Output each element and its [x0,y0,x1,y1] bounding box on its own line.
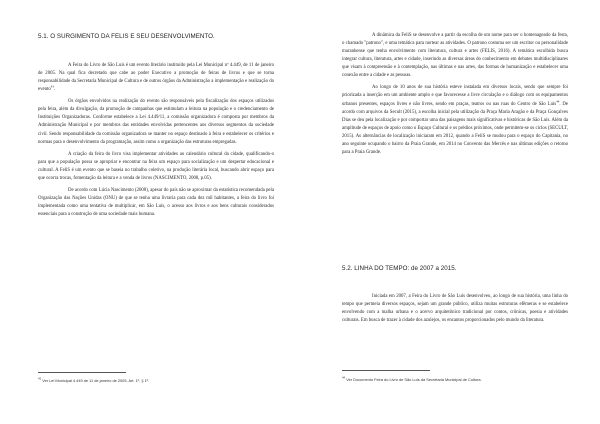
footnote [38,378,149,383]
footnote-text: Ver Lei Municipal 4.449 de 11 de janeiro de 2005, Art. 1º, § 1º. [42,378,150,383]
paragraph: Ao longo de 10 anos de sua história esteve instalada em diversos locais, sendo que sempre foi priorizada a inserção em um ambiente amplo e que favorecesse a livre circulação e o diálogo com os equipamentos urbanos presentes, espaços livres e não livres, sendo em praças, teatros ou nas ruas do Centro de São Luís$^{44}$. De acordo com arquivos da Secult (2015), a escolha inicial pela utilização da Praça Maria Aragão e da Praça Gonçalves Dias se deu pela localização e por comportar uma das paisagens mais significativas e históricas de São Luís. Além da amplitude de espaços de apoio como o Espaço Cultural e os prédios próximos, onde permitem-se os ciclos (SECULT, 2015). As alternâncias de localização iniciaram em 2012, quando a FeliS se mudou para o espaço do Capitania, no ano seguinte ocupando o bairro da Praia Grande, em 2014 no Convento das Mercês e nas últimas edições o retorno para a Praia Grande. [342,85,568,156]
paragraph: De acordo com Lúcia Nascimento (2008), apesar do país não se aproximar da estatística recomendada pela Organização das Nações Unidas (ONU) de que se tenha uma livraria para cada dez mil habitantes, a feira do livro foi implementada como uma tentativa de multiplicar, em São Luís, o acesso aos livros e aos bens culturais considerados essenciais para a construção de uma sociedade mais humana. [38,187,274,217]
section-heading: 5.1. O SURGIMENTO DA FELIS E SEU DESENVOLVIMENTO. [38,33,215,40]
paragraph: Os órgãos envolvidos na realização do evento são responsáveis pela fiscalização dos espaços utilizados pela feira, além da divulgação, da promoção de campanhas que estimulam a leitura na população e o credenciamento de Instituições Organizadoras. Conforme estabelece a Lei 4.449/11, a comissão organizadora é composta por membros da Administração Municipal e por membros das entidades envolvidas pertencentes aos diversos segmentos da sociedade civil. Sendo responsabilidade da comissão organizadora se manter no espaço destinado à feira e estabelecer os critérios e normas para o desenvolvimento da programação, assim como a organização das estruturas empregadas. [38,99,274,145]
footnote-divider [342,370,430,371]
footnote-number: 44 [342,375,346,380]
footnote [342,377,482,382]
footnote-divider [38,372,126,373]
footnote-reference: 43 [50,84,54,89]
right-body-text-top [342,32,568,161]
paragraph: A dinâmica da FeliS se desenvolve a partir da escolha de um nome para ser o homenageado da festa, o chamado "patrono", e uma temática para nortear as atividades. O patrono costuma ser um escritor ou personalidade maranhense que tenha envolvimento com literatura, cultura e artes (FELIS, 2016). A temática escolhida busca integrar cultura, literatura, artes e cidade, inserindo as diversas áreas do conhecimento em debates multidisciplinares que visam à compreensão e à contemplação, nas últimas e nas artes, das formas de humanização e estabelecer uma conexão entre a cidade e as pessoas. [342,33,568,79]
right-body-text-bottom [342,293,568,329]
paragraph: A Feira do Livro de São Luís é um evento literário instituído pela Lei Municipal nº 4.449, de 11 de janeiro de 2005. Na qual fica decretado que cabe ao poder Executivo a promoção de feiras de livros e que se torna responsabilidade da Secretaria Municipal de Cultura e de outros órgãos da Administração a implementação e realização do evento$^{43}$. [38,63,274,93]
paragraph: Iniciada em 2007, a Feira do Livro de São Luís desenvolveu, ao longo de sua história, uma linha do tempo que permeia diversos espaços, sejam um grande público, utiliza muitas estruturas efêmeras e se estabelece envolvendo com a malha urbana e o acervo arquitetônico tradicional por contos, crônicas, poesia e atividades culturais. Em busca de trazer à cidade dos azulejos, os encantos proporcionados pelo mundo da literatura. [342,294,568,324]
paragraph: A criação da feira do livro visa implementar atividades ao calendário cultural da cidade, qualificando-o para que a população possa se apropriar e encontrar na feira um espaço para socialização e um despertar educacional e cultural. A FeliS é um evento que se baseia no trabalho coletivo, na produção literária local, buscando abrir espaço para que ocorra trocas, fomentação da leitura e a venda de livros (NASCIMENTO, 2008, p.05). [38,151,274,181]
footnote-reference: 44 [556,98,560,103]
left-body-text [38,62,274,223]
right-page [300,0,600,424]
footnote-text: Ver Documento Feira do Livro de São Luís da Secretaria Municipal de Cultura. [346,377,482,382]
footnote-number: 43 [38,376,42,381]
section-heading: 5.2. LINHA DO TEMPO: de 2007 a 2015. [342,265,457,272]
